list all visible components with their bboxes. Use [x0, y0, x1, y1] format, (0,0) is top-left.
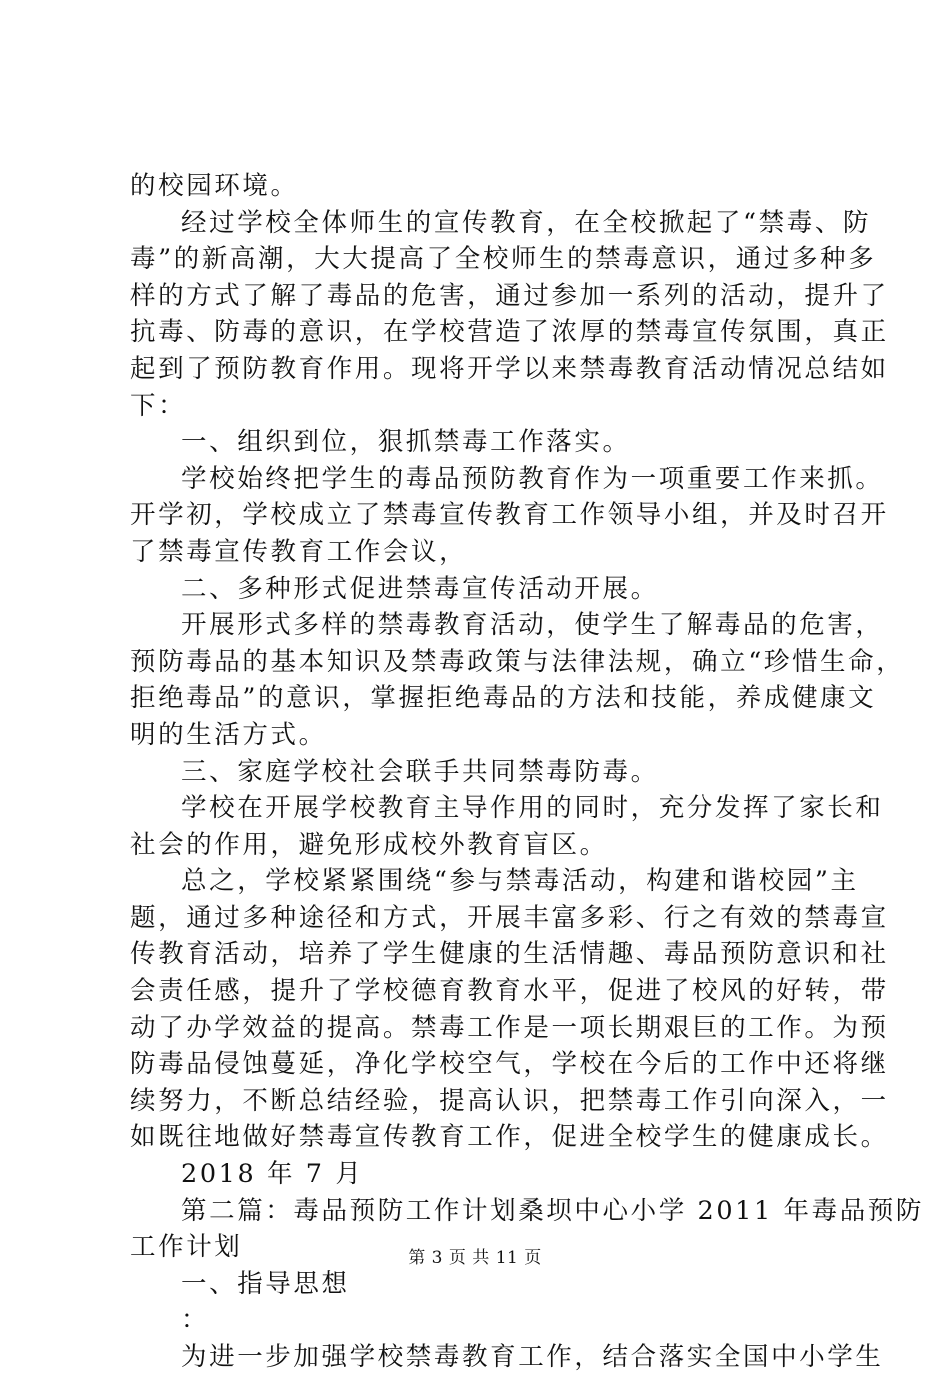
text-line: 传教育活动，培养了学生健康的生活情趣、毒品预防意识和社 [130, 939, 889, 970]
text-line: 了禁毒宣传教育工作会议， [130, 536, 468, 567]
text-line: 拒绝毒品”的意识，掌握拒绝毒品的方法和技能，养成健康文 [130, 683, 877, 714]
text-line: 下： [130, 390, 187, 421]
text-line: 学校在开展学校教育主导作用的同时，充分发挥了家长和 [181, 793, 884, 824]
text-line: 预防毒品的基本知识及禁毒政策与法律法规，确立“珍惜生命， [130, 646, 905, 677]
section-heading: 一、组织到位，狠抓禁毒工作落实。 [181, 427, 631, 458]
text-line: 为进一步加强学校禁毒教育工作，结合落实全国中小学生 [181, 1342, 884, 1372]
text-line: ： [181, 1305, 210, 1336]
text-line: 起到了预防教育作用。现将开学以来禁毒教育活动情况总结如 [130, 353, 889, 384]
text-line: 学校始终把学生的毒品预防教育作为一项重要工作来抓。 [181, 463, 884, 494]
section-heading: 一、指导思想 [181, 1268, 350, 1299]
text-line: 明的生活方式。 [130, 719, 327, 750]
text-line: 总之，学校紧紧围绕“参与禁毒活动，构建和谐校园”主 [181, 866, 859, 897]
chapter-title: 第二篇：毒品预防工作计划桑坝中心小学 2011 年毒品预防 [181, 1195, 925, 1226]
text-line: 开学初，学校成立了禁毒宣传教育工作领导小组，并及时召开 [130, 500, 889, 531]
text-line: 社会的作用，避免形成校外教育盲区。 [130, 829, 608, 860]
text-line: 会责任感，提升了学校德育教育水平，促进了校风的好转，带 [130, 976, 889, 1007]
text-line: 的校园环境。 [130, 171, 299, 201]
text-line: 抗毒、防毒的意识，在学校营造了浓厚的禁毒宣传氛围，真正 [130, 317, 889, 348]
text-line: 动了办学效益的提高。禁毒工作是一项长期艰巨的工作。为预 [130, 1012, 889, 1043]
text-line: 如既往地做好禁毒宣传教育工作，促进全校学生的健康成长。 [130, 1122, 889, 1153]
chapter-title: 工作计划 [130, 1232, 243, 1263]
text-line: 续努力，不断总结经验，提高认识，把禁毒工作引向深入，一 [130, 1085, 889, 1116]
text-line: 开展形式多样的禁毒教育活动，使学生了解毒品的危害， [181, 610, 884, 641]
text-line: 题，通过多种途径和方式，开展丰富多彩、行之有效的禁毒宣 [130, 902, 889, 933]
section-heading: 二、多种形式促进禁毒宣传活动开展。 [181, 573, 659, 604]
page-number: 第 3 页 共 11 页 [408, 1248, 542, 1268]
text-line: 经过学校全体师生的宣传教育，在全校掀起了“禁毒、防 [181, 207, 872, 238]
section-heading: 三、家庭学校社会联手共同禁毒防毒。 [181, 756, 659, 787]
date-line: 2018 年 7 月 [181, 1159, 364, 1190]
text-line: 毒”的新高潮，大大提高了全校师生的禁毒意识，通过多种多 [130, 244, 877, 275]
text-line: 防毒品侵蚀蔓延，净化学校空气，学校在今后的工作中还将继 [130, 1049, 889, 1080]
document-body [130, 168, 925, 1376]
text-line: 样的方式了解了毒品的危害，通过参加一系列的活动，提升了 [130, 280, 889, 311]
